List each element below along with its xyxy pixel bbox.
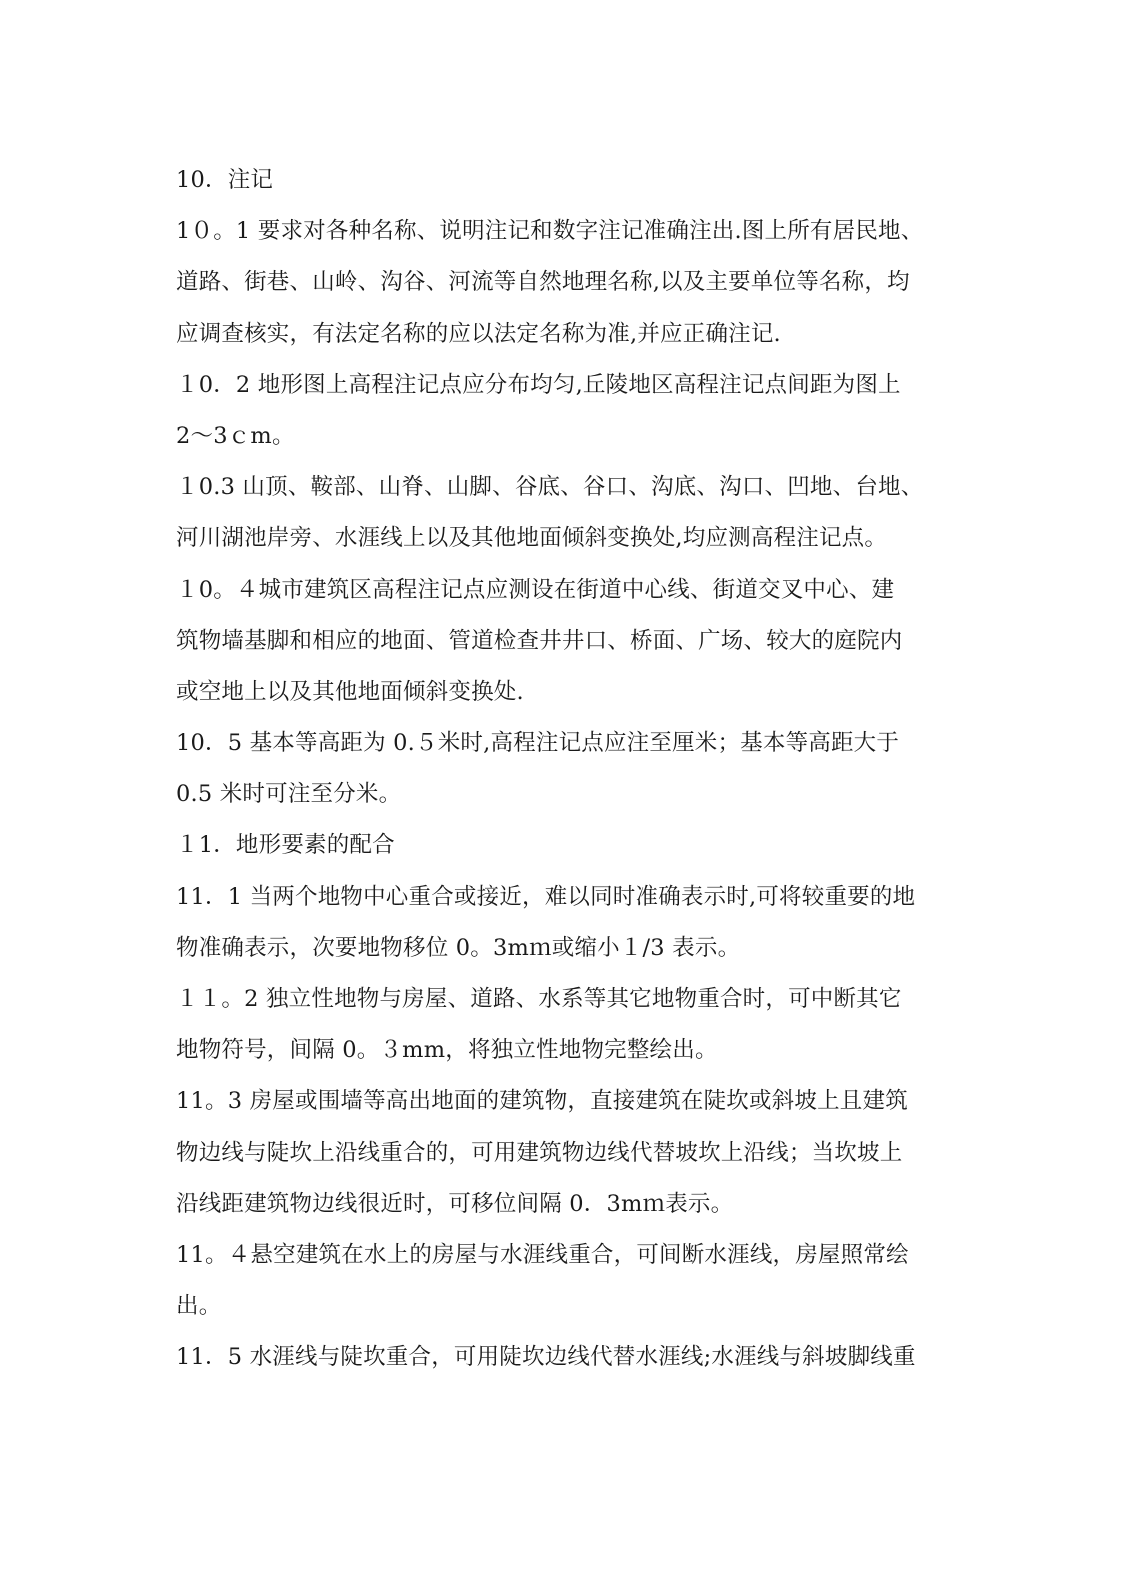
paragraph-11-3-line-2: 物边线与陡坎上沿线重合的，可用建筑物边线代替坡坎上沿线；当坎坡上 — [176, 1139, 903, 1166]
paragraph-11-2-line-2: 地物符号，间隔 0。３mm，将独立性地物完整绘出。 — [176, 1037, 718, 1064]
paragraph-10-3-line-1: １0.3 山顶、鞍部、山脊、山脚、谷底、谷口、沟底、沟口、凹地、台地、 — [176, 474, 924, 501]
paragraph-10-1-line-2: 道路、街巷、山岭、沟谷、河流等自然地理名称,以及主要单位等名称，均 — [176, 269, 910, 296]
paragraph-10-1-line-3: 应调查核实，有法定名称的应以法定名称为准,并应正确注记. — [176, 320, 781, 347]
document-body — [176, 155, 966, 1384]
paragraph-11-3-line-1: 11。3 房屋或围墙等高出地面的建筑物，直接建筑在陡坎或斜坡上且建筑 — [176, 1088, 908, 1115]
paragraph-10-5-line-1: 10．5 基本等高距为 0.５米时,高程注记点应注至厘米；基本等高距大于 — [176, 730, 900, 757]
paragraph-10-1-line-1: 1０。1 要求对各种名称、说明注记和数字注记准确注出.图上所有居民地、 — [176, 218, 924, 245]
paragraph-11-3-line-3: 沿线距建筑物边线很近时，可移位间隔 0．3mｍ表示。 — [176, 1190, 734, 1217]
paragraph-11-4-line-1: 11。４悬空建筑在水上的房屋与水涯线重合，可间断水涯线，房屋照常绘 — [176, 1241, 909, 1268]
paragraph-10-5-line-2: 0.5 米时可注至分米。 — [176, 781, 402, 808]
paragraph-11-5-line-1: 11．5 水涯线与陡坎重合，可用陡坎边线代替水涯线;水涯线与斜坡脚线重 — [176, 1344, 916, 1371]
paragraph-11-1-line-2: 物准确表示，次要地物移位 0。3mｍ或缩小１/3 表示。 — [176, 934, 741, 961]
paragraph-10-4-line-1: １0。４城市建筑区高程注记点应测设在街道中心线、街道交叉中心、建 — [176, 576, 895, 603]
heading-11-terrain-elements: １1．地形要素的配合 — [176, 832, 395, 859]
paragraph-10-3-line-2: 河川湖池岸旁、水涯线上以及其他地面倾斜变换处,均应测高程注记点。 — [176, 525, 888, 552]
heading-10-annotation: 10．注记 — [176, 167, 274, 193]
paragraph-10-4-line-2: 筑物墙基脚和相应的地面、管道检查井井口、桥面、广场、较大的庭院内 — [176, 627, 903, 654]
paragraph-10-2-line-2: 2～3ｃm。 — [176, 422, 295, 449]
paragraph-10-4-line-3: 或空地上以及其他地面倾斜变换处. — [176, 678, 524, 705]
paragraph-11-2-line-1: １１。2 独立性地物与房屋、道路、水系等其它地物重合时，可中断其它 — [176, 986, 902, 1012]
paragraph-10-2-line-1: １0．2 地形图上高程注记点应分布均匀,丘陵地区高程注记点间距为图上 — [176, 371, 901, 398]
paragraph-11-1-line-1: 11．1 当两个地物中心重合或接近，难以同时准确表示时,可将较重要的地 — [176, 883, 916, 910]
paragraph-11-4-line-2: 出。 — [176, 1293, 222, 1320]
